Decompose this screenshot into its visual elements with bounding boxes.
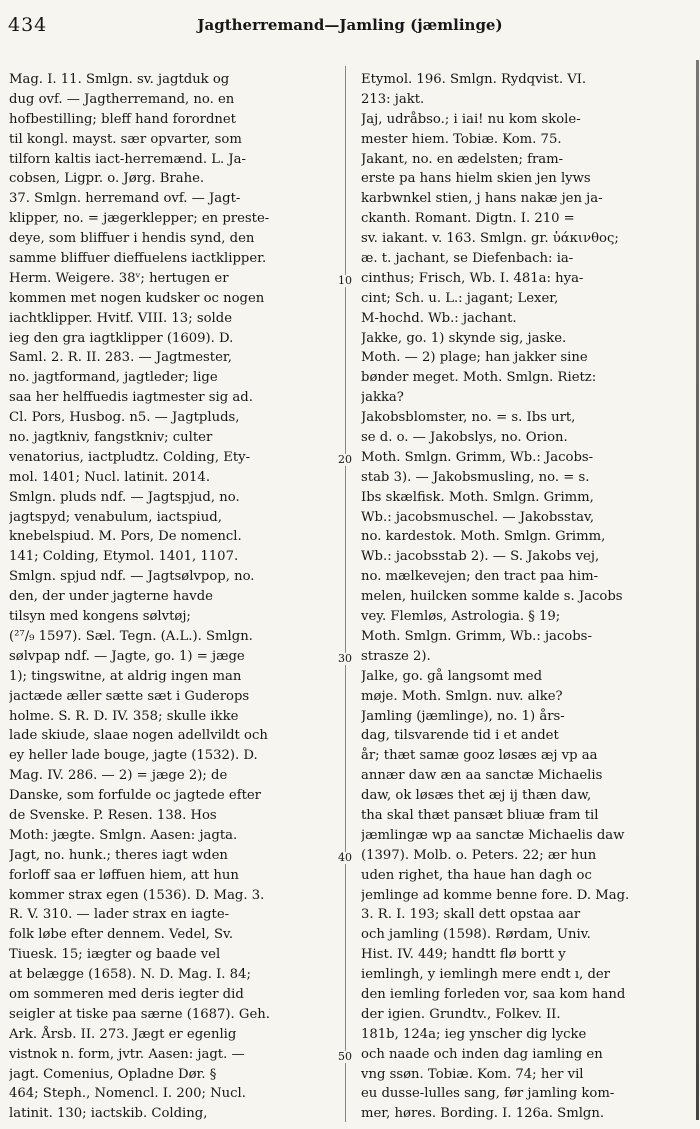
page-edge: [696, 60, 699, 1120]
text-line: holme. S. R. D. IV. 358; skulle ikke: [9, 708, 239, 724]
text-line: M-hochd. Wb.: jachant.: [361, 310, 517, 326]
line-number-50: 50: [338, 1050, 352, 1063]
text-line: dag, tilsvarende tid i et andet: [361, 728, 559, 744]
text-line: Mag. I. 11. Smlgn. sv. jagtduk og: [9, 72, 230, 87]
text-line: Herm. Weigere. 38ᵛ; hertugen er: [9, 270, 229, 286]
text-line: cobsen, Ligpr. o. Jørg. Brahe.: [9, 171, 205, 187]
text-line: Ibs skælfisk. Moth. Smlgn. Grimm,: [361, 489, 594, 505]
text-line: ey heller lade bouge, jagte (1532). D.: [9, 748, 258, 764]
text-line: Moth: jægte. Smlgn. Aasen: jagta.: [9, 827, 238, 843]
text-line: tilsyn med kongens sølvtøj;: [9, 609, 191, 625]
text-line: jagtspyd; venabulum, iactspiud,: [9, 509, 222, 525]
text-line: de Svenske. P. Resen. 138. Hos: [9, 807, 217, 823]
text-line: jemlinge ad komme benne fore. D. Mag.: [361, 887, 630, 903]
text-line: mester hiem. Tobiæ. Kom. 75.: [361, 131, 562, 147]
text-line: Moth. Smlgn. Grimm, Wb.: Jacobs-: [361, 449, 594, 465]
text-line: 464; Steph., Nomencl. I. 200; Nucl.: [9, 1086, 246, 1102]
text-line: no. mælkevejen; den tract paa him-: [361, 569, 599, 585]
text-line: Danske, som forfulde oc jagtede efter: [9, 788, 261, 804]
text-line: Smlgn. spjud ndf. — Jagtsølvpop, no.: [9, 569, 255, 585]
text-line: iachtklipper. Hvitf. VIII. 13; solde: [9, 310, 232, 326]
text-line: latinit. 130; iactskib. Colding,: [9, 1106, 208, 1122]
text-line: no. jagtkniv, fangstkniv; culter: [9, 430, 213, 446]
text-line: forloff saa er løffuen hiem, att hun: [9, 867, 239, 883]
text-line: samme bliffuer dieffuelens iactklipper.: [9, 251, 267, 267]
text-line: strasze 2).: [361, 648, 431, 664]
line-number-20: 20: [338, 453, 352, 466]
text-line: Ark. Årsb. II. 273. Jægt er egenlig: [9, 1026, 237, 1042]
text-line: 3. R. I. 193; skall dett opstaa aar: [361, 907, 581, 923]
text-line: vey. Flemløs, Astrologia. § 19;: [361, 609, 561, 625]
text-line: om sommeren med deris iegter did: [9, 986, 244, 1002]
text-line: venatorius, iactpludtz. Colding, Ety-: [9, 449, 251, 465]
text-line: cint; Sch. u. L.: jagant; Lexer,: [361, 290, 559, 306]
text-line: annær daw æn aa sanctæ Michaelis: [361, 768, 603, 784]
text-line: Saml. 2. R. II. 283. — Jagtmester,: [9, 350, 232, 366]
text-line: 1); tingswitne, at aldrig ingen man: [9, 668, 242, 684]
text-line: erste pa hans hielm skien jen lyws: [361, 171, 591, 187]
text-line: tha skal thæt pansæt bliuæ fram til: [361, 807, 599, 823]
text-line: Tiuesk. 15; iægter og baade vel: [9, 947, 221, 963]
text-line: 213: jakt.: [361, 91, 425, 107]
line-number-10: 10: [338, 274, 352, 287]
text-line: Smlgn. pluds ndf. — Jagtspjud, no.: [9, 489, 240, 505]
text-line: R. V. 310. — lader strax en iagte-: [9, 907, 230, 923]
text-line: se d. o. — Jakobslys, no. Orion.: [361, 430, 568, 446]
line-number-30: 30: [338, 652, 352, 665]
text-line: Moth. — 2) plage; han jakker sine: [361, 350, 588, 366]
text-line: Jakke, go. 1) skynde sig, jaske.: [361, 330, 567, 346]
text-line: den iemling forleden vor, saa kom hand: [361, 986, 626, 1002]
text-line: Jaj, udråbso.; i iai! nu kom skole-: [361, 111, 581, 127]
text-line: vng ssøn. Tobiæ. Kom. 74; her vil: [361, 1066, 584, 1082]
text-line: iemlingh, y iemlingh mere endt ı, der: [361, 967, 610, 983]
text-line: Jakant, no. en ædelsten; fram-: [361, 151, 564, 167]
text-line: Moth. Smlgn. Grimm, Wb.: jacobs-: [361, 628, 592, 644]
text-line: 141; Colding, Etymol. 1401, 1107.: [9, 549, 239, 565]
text-line: vistnok n. form, jvtr. Aasen: jagt. —: [9, 1046, 245, 1062]
text-line: hofbestilling; bleff hand forordnet: [9, 111, 236, 127]
text-line: stab 3). — Jakobsmusling, no. = s.: [361, 469, 590, 485]
left-column: [9, 70, 339, 1124]
text-line: Jalke, go. gå langsomt med: [361, 668, 543, 684]
text-line: mol. 1401; Nucl. latinit. 2014.: [9, 469, 211, 485]
text-line: bønder meget. Moth. Smlgn. Rietz:: [361, 370, 597, 386]
text-line: 181b, 124a; ieg ynscher dig lycke: [361, 1026, 587, 1042]
text-line: møje. Moth. Smlgn. nuv. alke?: [361, 688, 563, 704]
text-line: den, der under jagterne havde: [9, 589, 213, 605]
text-line: dug ovf. — Jagtherremand, no. en: [9, 91, 235, 107]
text-line: Hist. IV. 449; handtt flø bortt y: [361, 947, 566, 963]
text-line: jactæde æller sætte sæt i Guderops: [9, 688, 250, 704]
text-line: seigler at tiske paa særne (1687). Geh.: [9, 1006, 270, 1022]
text-line: no. kardestok. Moth. Smlgn. Grimm,: [361, 529, 606, 545]
text-line: der igien. Grundtv., Folkev. II.: [361, 1006, 561, 1022]
text-line: daw, ok løsæs thet æj ij thæn daw,: [361, 788, 592, 804]
text-line: (²⁷/₉ 1597). Sæl. Tegn. (A.L.). Smlgn.: [9, 628, 253, 644]
text-line: Etymol. 196. Smlgn. Rydqvist. VI.: [361, 72, 587, 87]
text-line: (1397). Molb. o. Peters. 22; ær hun: [361, 847, 597, 863]
text-line: kommer strax egen (1536). D. Mag. 3.: [9, 887, 265, 903]
text-line: uden righet, tha haue han dagh oc: [361, 867, 592, 883]
text-line: kommen met nogen kudsker oc nogen: [9, 290, 265, 306]
text-line: ckanth. Romant. Digtn. I. 210 =: [361, 211, 575, 227]
text-line: jæmlingæ wp aa sanctæ Michaelis daw: [361, 827, 625, 843]
text-line: Cl. Pors, Husbog. n5. — Jagtpluds,: [9, 410, 240, 426]
text-line: at belægge (1658). N. D. Mag. I. 84;: [9, 967, 251, 983]
text-line: sv. iakant. v. 163. Smlgn. gr. ὑάκινθος;: [361, 231, 619, 247]
page-header: [0, 14, 700, 40]
text-line: folk løbe efter dennem. Vedel, Sv.: [9, 927, 234, 943]
text-line: klipper, no. = jægerklepper; en preste-: [9, 211, 270, 227]
text-line: Mag. IV. 286. — 2) = jæge 2); de: [9, 768, 228, 784]
text-line: Wb.: jacobsmuschel. — Jakobsstav,: [361, 509, 595, 525]
text-line: saa her helffuedis iagtmester sig ad.: [9, 390, 253, 406]
text-line: Jamling (jæmlinge), no. 1) års-: [361, 708, 565, 724]
text-line: eu dusse-lulles sang, før jamling kom-: [361, 1086, 615, 1102]
running-title: Jagtherremand—Jamling (jæmlinge): [197, 16, 503, 34]
text-line: ieg den gra iagtklipper (1609). D.: [9, 330, 234, 346]
text-line: år; thæt samæ gooz løsæs æj vp aa: [361, 748, 598, 764]
text-line: 37. Smlgn. herremand ovf. — Jagt-: [9, 191, 241, 207]
text-line: melen, huilcken somme kalde s. Jacobs: [361, 589, 623, 605]
text-line: och naade och inden dag iamling en: [361, 1046, 603, 1062]
text-line: sølvpap ndf. — Jagte, go. 1) = jæge: [9, 648, 245, 664]
text-line: tilforn kaltis iact-herremænd. L. Ja-: [9, 151, 246, 167]
text-line: mer, høres. Bording. I. 126a. Smlgn.: [361, 1106, 605, 1122]
text-line: karbwnkel stien, j hans nakæ jen ja-: [361, 191, 603, 207]
text-line: no. jagtformand, jagtleder; lige: [9, 370, 218, 386]
text-line: cinthus; Frisch, Wb. I. 481a: hya-: [361, 270, 584, 286]
text-line: Jakobsblomster, no. = s. Ibs urt,: [361, 410, 576, 426]
line-number-40: 40: [338, 851, 352, 864]
text-line: och jamling (1598). Rørdam, Univ.: [361, 927, 591, 943]
text-line: lade skiude, slaae nogen adellvildt och: [9, 728, 268, 744]
text-line: Wb.: jacobsstab 2). — S. Jakobs vej,: [361, 549, 600, 565]
text-line: jakka?: [361, 390, 404, 406]
text-line: Jagt, no. hunk.; theres iagt wden: [9, 847, 228, 863]
text-line: æ. t. jachant, se Diefenbach: ia-: [361, 251, 574, 267]
text-line: deye, som bliffuer i hendis synd, den: [9, 231, 255, 247]
page-number: 434: [8, 14, 48, 36]
text-line: knebelspiud. M. Pors, De nomencl.: [9, 529, 242, 545]
text-line: til kongl. mayst. sær opvarter, som: [9, 131, 242, 147]
right-column: [361, 70, 696, 1124]
column-divider: [345, 66, 346, 1122]
text-line: jagt. Comenius, Opladne Dør. §: [9, 1066, 217, 1082]
